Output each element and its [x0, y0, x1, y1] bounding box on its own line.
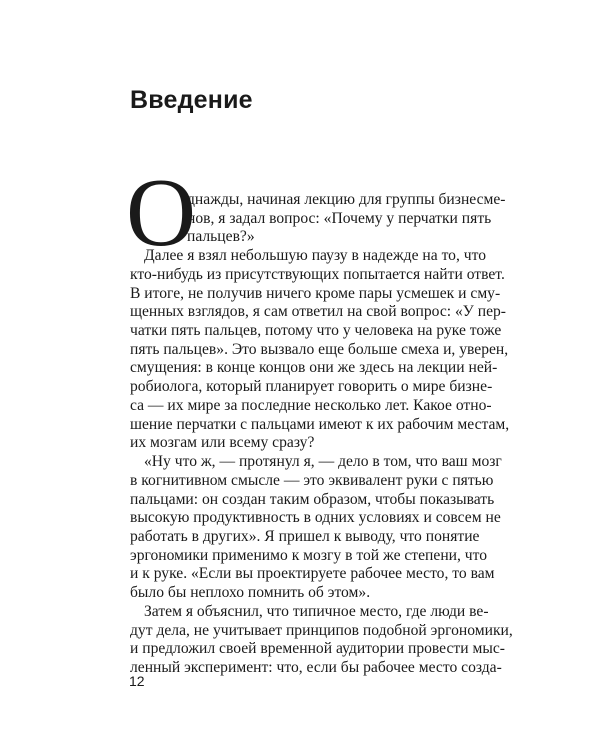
text-line: чатки пять пальцев, потому что у человека на руке тоже [130, 322, 502, 340]
text-line: пальцами: он создан таким образом, чтобы показывать [130, 490, 495, 508]
text-line: работать в других». Я пришел к выводу, что понятие [130, 527, 480, 545]
text-line: Затем я объяснил, что типичное место, где люди ве- [144, 602, 489, 620]
text-line: пять пальцев». Это вызвало еще больше смеха и, уверен, [130, 340, 509, 358]
text-line: ленный эксперимент: что, если бы рабочее место созда- [130, 659, 502, 676]
text-line: днажды, начиная лекцию для группы бизнесме- [187, 191, 506, 208]
text-line: высокую продуктивность в одних условиях и совсем не [130, 509, 501, 527]
text-line: щенных взглядов, я сам ответил на свой вопрос: «У пер- [130, 303, 506, 321]
text-line: пальцев?» [187, 228, 255, 246]
text-line: В итоге, не получив ничего кроме пары усмешек и сму- [130, 284, 501, 302]
text-line: «Ну что ж, — протянул я, — дело в том, что ваш мозг [144, 453, 502, 471]
text-line: са — их мире за последние несколько лет. Какое отно- [130, 396, 492, 414]
text-line: кто-нибудь из присутствующих попытается найти ответ. [130, 265, 505, 283]
text-line: и к руке. «Если вы проектируете рабочее место, то вам [130, 565, 495, 583]
chapter-title: Введение [130, 86, 253, 114]
text-line: было бы неплохо помнить об этом». [130, 584, 371, 602]
text-line: шение перчатки с пальцами имеют к их рабочим местам, [130, 415, 510, 433]
text-line: эргономики применимо к мозгу в той же степени, что [130, 546, 488, 564]
text-line: Далее я взял небольшую паузу в надежде на то, что [144, 247, 487, 265]
text-line: смущения: в конце концов они же здесь на лекции ней- [130, 359, 498, 377]
text-line: робиолога, который планирует говорить о мире бизне- [130, 378, 493, 396]
page-number: 12 [129, 673, 145, 689]
text-line: в когнитивном смысле — это эквивалент руки с пятью [130, 471, 494, 489]
text-line: и предложил своей временной аудитории провести мыс- [130, 640, 505, 658]
text-line: дут дела, не учитывает принципов подобной эргономики, [130, 621, 513, 639]
drop-cap: О [126, 159, 197, 266]
text-line: их мозгам или всему сразу? [130, 434, 315, 452]
text-line: нов, я задал вопрос: «Почему у перчатки пять [187, 209, 492, 227]
